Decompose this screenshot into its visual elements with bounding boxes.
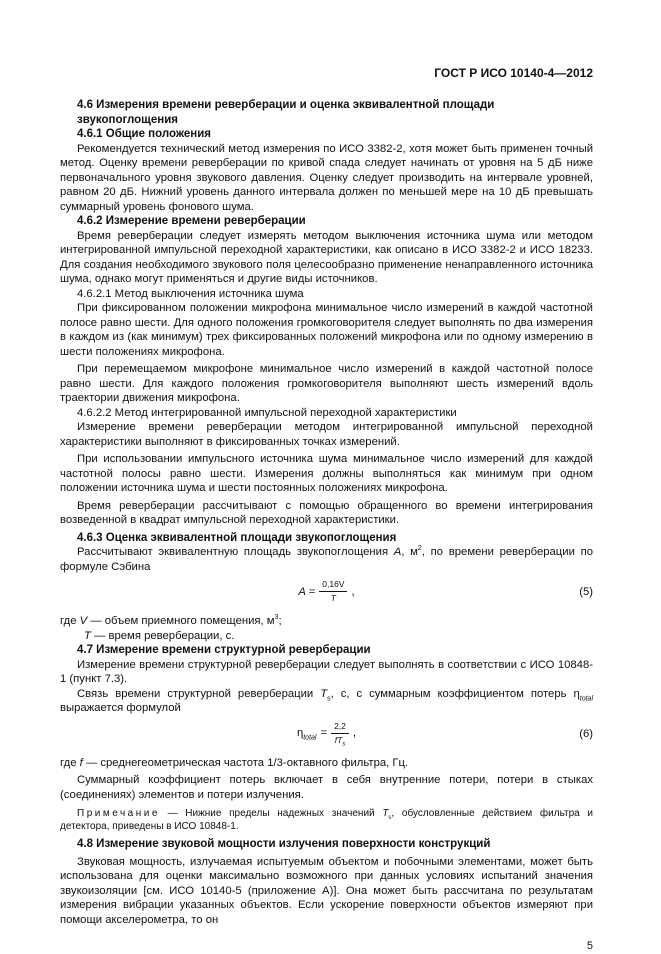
text: ; (278, 615, 282, 627)
fraction (331, 721, 349, 746)
text: — объем приемного помещения, м (87, 615, 275, 627)
text: Связь времени структурной реверберации (77, 687, 321, 700)
heading-4-7: 4.7 Измерение времени структурной реверберации (77, 644, 371, 656)
var: A (393, 546, 402, 558)
paragraph: При фиксированном положении микрофона минимальное число измерений в каждой частотной полосе равно шести. Для одного положения громкоговорителя следует выполнять по два измерения в каждом из (как минимум) трех фиксированных положений микрофона или по одному измерению в шести положениях микрофона. (60, 302, 593, 358)
paragraph: Измерение времени реверберации методом интегрированной импульсной переходной характеристики выполняют в фиксированных точках измерений. (60, 421, 593, 448)
text: где (60, 756, 80, 769)
paragraph: Измерение времени структурной реверберации следует выполнять в соответствии с ИСО 10848-1 (пункт 7.3). (60, 658, 593, 685)
heading-4-6-1: 4.6.1 Общие положения (77, 128, 212, 140)
document-header: ГОСТ Р ИСО 10140-4—2012 (434, 66, 593, 80)
page-body (60, 98, 593, 954)
paragraph: Суммарный коэффициент потерь включает в себя внутренние потери, потери в стыках (соединениях) элементов и потери излучения. (60, 774, 593, 801)
text: — Нижние пределы надежных значений (159, 808, 383, 819)
formula-5 (60, 574, 593, 614)
heading-4-6-3: 4.6.3 Оценка эквивалентной площади звукопоглощения (77, 531, 397, 544)
text: — среднегеометрическая частота 1/3-октавного фильтра, Гц. (82, 756, 409, 769)
text: выражается формулой (60, 702, 181, 714)
denominator: T (330, 593, 336, 603)
sub: s (342, 741, 346, 748)
text: , с, с суммарным коэффициентом потерь η (330, 687, 580, 700)
var: T (84, 629, 91, 642)
heading-4-6: 4.6 Измерения времени реверберации и оценка эквивалентной площади звукопоглощения (77, 99, 495, 126)
text: где (60, 615, 80, 627)
var: f (79, 756, 83, 769)
paragraph: При перемещаемом микрофоне минимальное число измерений в каждой частотной полосе равно шести. Для каждого положения громкоговорителя выполняют шесть измерений вдоль траектории движения микрофона. (60, 363, 593, 404)
paragraph: Время реверберации следует измерять методом выключения источника шума или методом интегрированной импульсной переходной характеристики, как описано в ИСО 3382-2 и ИСО 18233. Для создания необходимого звукового поля целесообразно применение ненаправленного источника шума, однако могут применяться и другие виды источников. (60, 229, 593, 285)
formula-lhs: A = (298, 585, 316, 598)
sub: total (303, 734, 317, 742)
fraction (319, 579, 347, 604)
sup: 2 (417, 545, 422, 553)
text: , обусловленные действием фильтра и детектора, приведены в ИСО 10848-1. (60, 808, 593, 832)
where-t (60, 629, 593, 644)
paragraph: При использовании импульсного источника шума минимальное число измерений для каждой частотной полосы равно шести. Измерения должны выполняться как минимум при одном положении источника шума и шести постоянных положениях микрофона. (60, 453, 593, 494)
text: Рассчитывают эквивалентную площадь звукопоглощения (77, 546, 394, 558)
heading-4-6-2-2: 4.6.2.2 Метод интегрированной импульсной переходной характеристики (77, 406, 457, 419)
heading-4-8: 4.8 Измерение звуковой мощности излучения поверхности конструкций (77, 838, 491, 850)
paragraph: Рекомендуется технический метод измерения по ИСО 3382-2, хотя может быть применен точный метод. Оценку времени реверберации по кривой спада следует начинать от уровня на 5 дБ ниже первоначального уровня звукового давления. Оценку следует производить на интервале уровней, равном 20 дБ. Нижний уровень данного интервала должен по меньшей мере на 10 дБ превышать суммарный уровень фонового шума. (60, 142, 593, 213)
paragraph: Время реверберации рассчитывают с помощью обращенного во времени интегрирования возведенной в квадрат импульсной переходной характеристики. (60, 499, 593, 526)
sup: 3 (274, 614, 279, 622)
heading-4-6-2-1: 4.6.2.1 Метод выключения источника шума (77, 287, 304, 300)
sub: s (327, 694, 331, 702)
equals: = (320, 727, 328, 739)
comma: , (352, 727, 357, 739)
formula-number: (5) (579, 586, 593, 598)
formula-lhs (296, 727, 317, 742)
where-f (60, 756, 593, 771)
text: , м (401, 546, 418, 558)
sub: total (579, 694, 593, 702)
denominator (335, 734, 346, 746)
formula-number: (6) (579, 727, 593, 740)
numerator: 2,2 (331, 721, 349, 734)
sub: s (388, 815, 392, 821)
paragraph: Звуковая мощность, излучаемая испытуемым объектом и побочными элементами, может быть использована для оценки максимально возможного при данных условиях испытаний значения звукоизоляции [см. ИСО 10140-5 (приложение А)]. Она может быть рассчитана по результатам измерения вибрации указанных объектов. Если ускорение поверхности объектов измеряют при помощи акселерометра, то он (60, 855, 593, 926)
paragraph (60, 687, 593, 716)
var: V (79, 615, 88, 627)
paragraph (60, 545, 593, 574)
var: T (382, 808, 389, 819)
numerator: 0,16V (319, 579, 347, 592)
heading-4-6-2: 4.6.2 Измерение времени реверберации (77, 215, 306, 227)
where-v (60, 614, 593, 629)
note-label: Примечание (77, 808, 160, 819)
eta: η (296, 727, 304, 739)
formula-6 (60, 716, 593, 756)
comma: , (351, 585, 355, 598)
text: , по времени реверберации по формуле Сэбина (60, 546, 593, 573)
text: — время реверберации, с. (90, 629, 235, 642)
var: T (320, 687, 328, 700)
page-number: 5 (586, 940, 593, 952)
den-text: fT (334, 734, 343, 745)
note (60, 807, 593, 833)
